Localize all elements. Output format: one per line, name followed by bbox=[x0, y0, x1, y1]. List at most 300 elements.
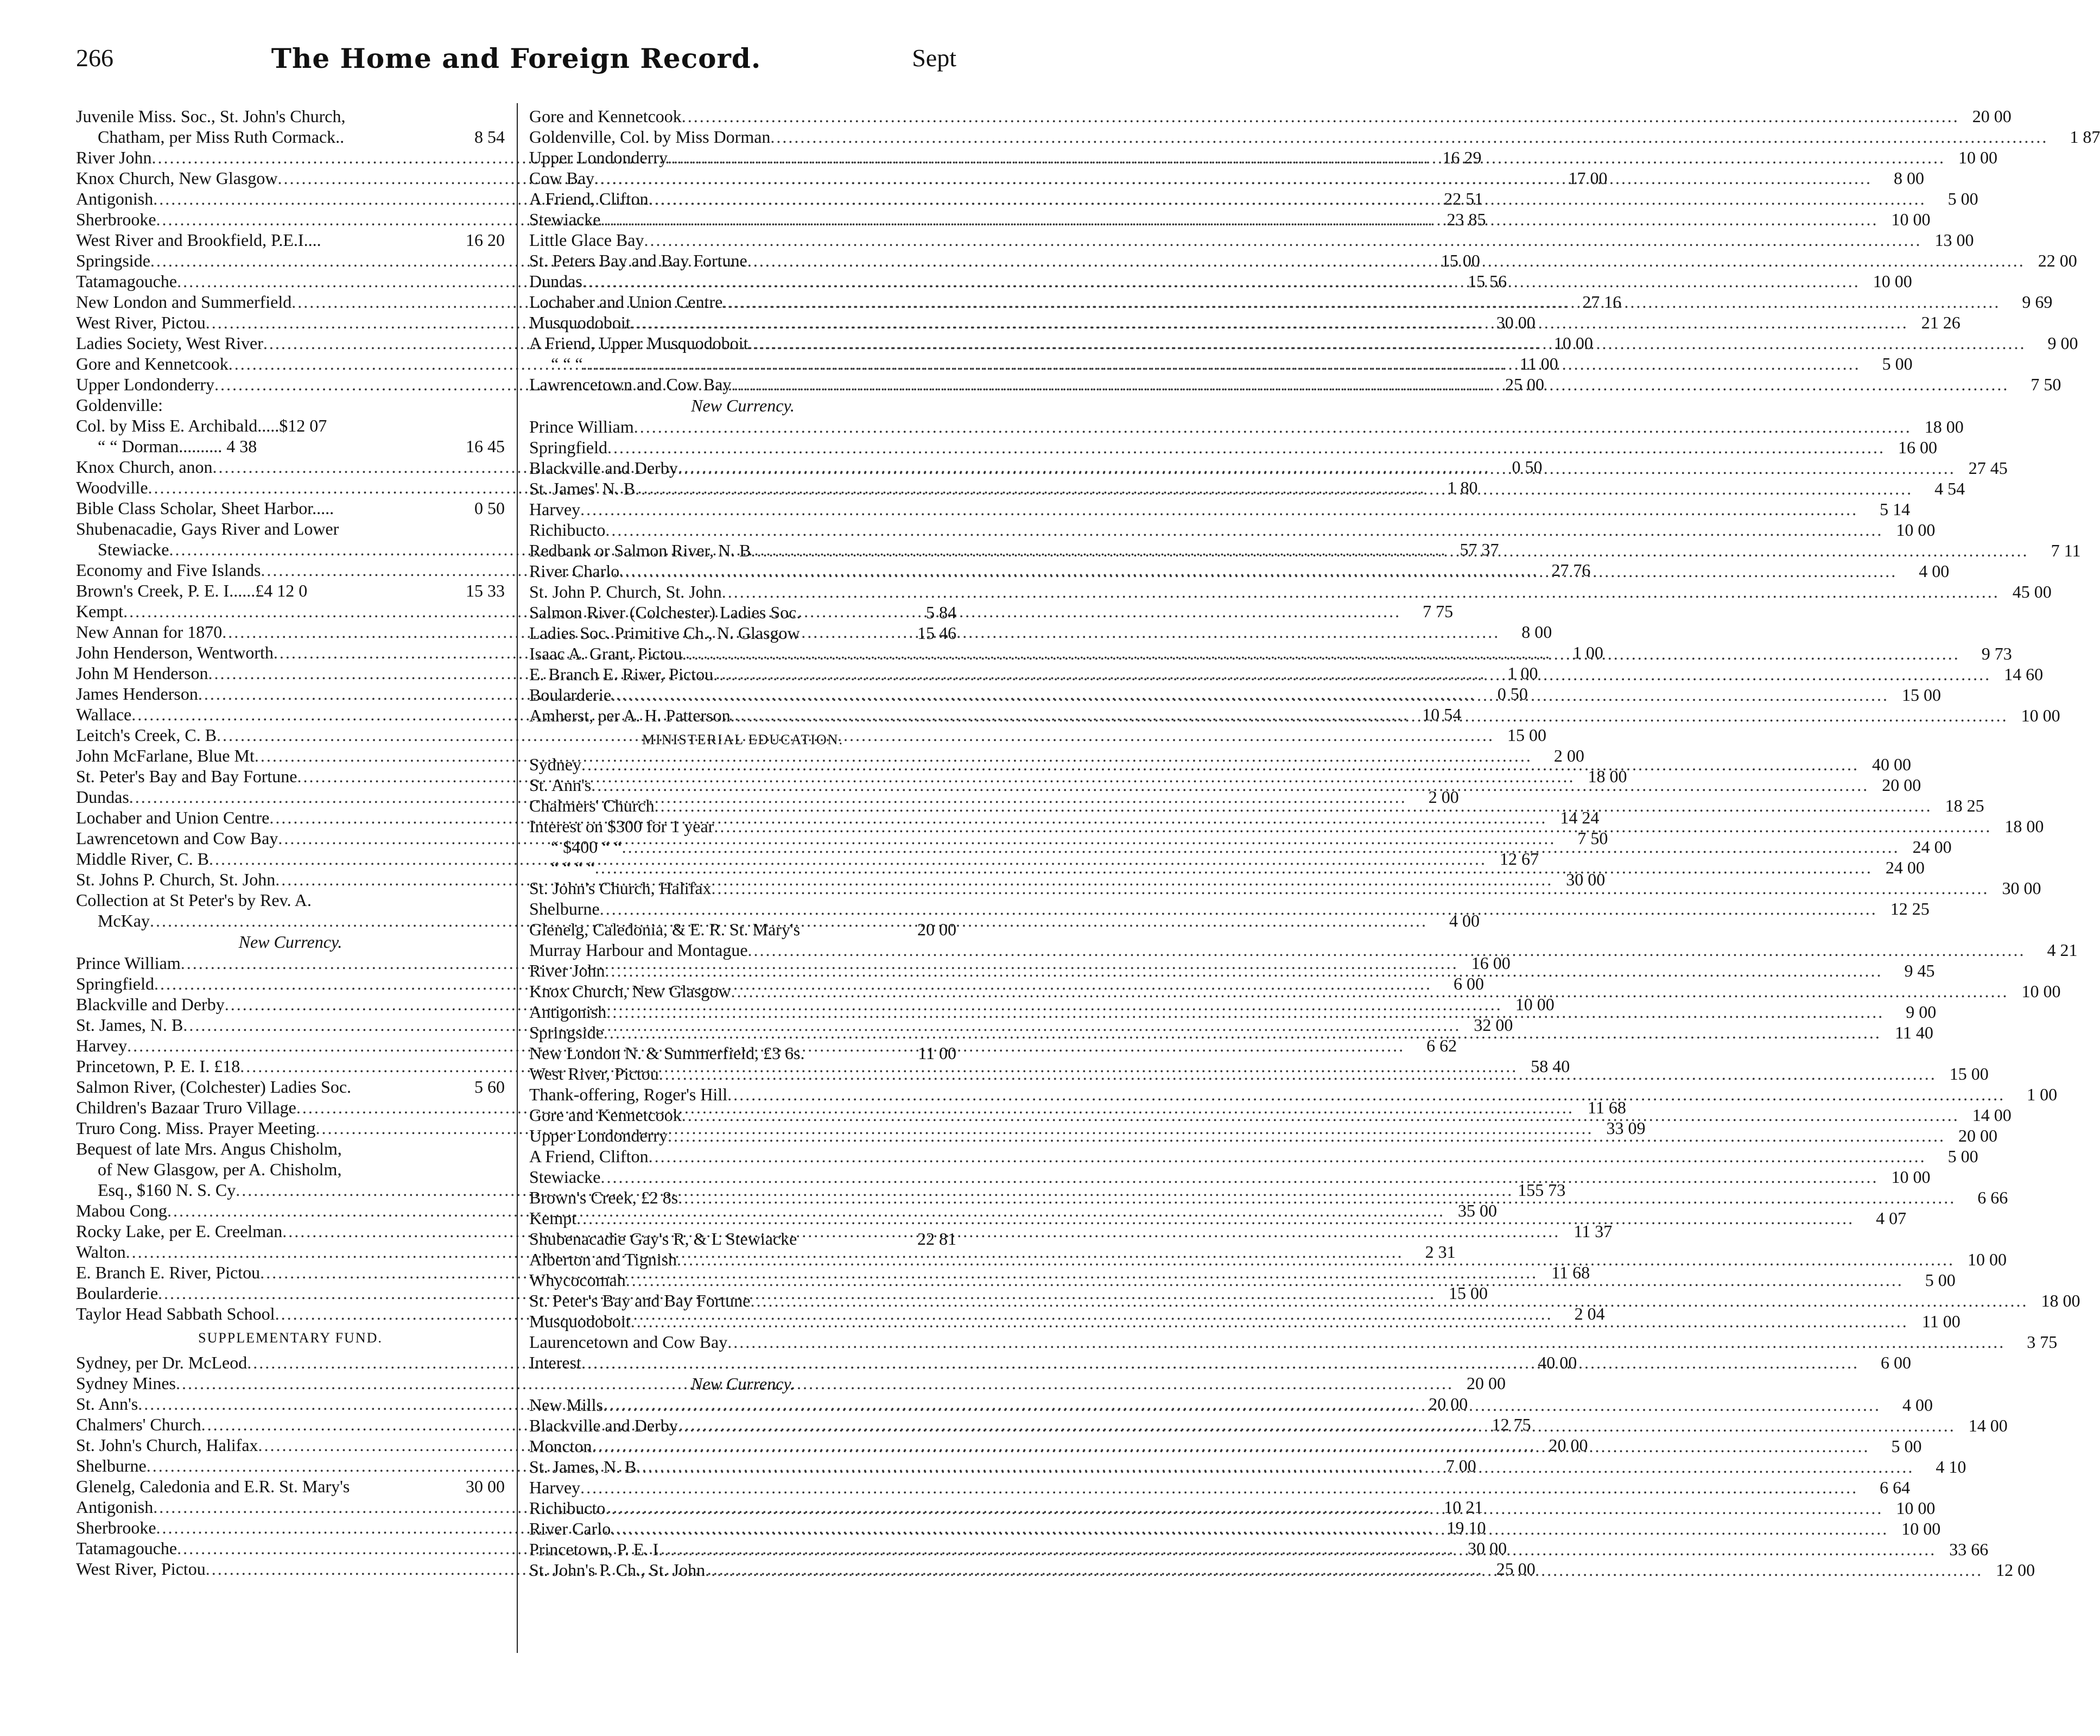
entry-amount: 5 00 bbox=[1947, 1146, 1978, 1166]
entry-label: Mabou Cong bbox=[76, 1201, 167, 1220]
ledger-row bbox=[529, 1167, 1931, 1187]
entry-amount: 33 66 bbox=[1949, 1539, 1989, 1559]
entry-label: Chalmers' Church bbox=[76, 1415, 201, 1434]
entry-label: Chatham, per Miss Ruth Cormack.. bbox=[98, 127, 345, 147]
entry-amount: 1 00 bbox=[1572, 643, 1603, 662]
ledger-row bbox=[529, 106, 2012, 126]
entry-amount: 27 16 bbox=[1582, 292, 1622, 312]
ledger-row bbox=[529, 519, 1936, 540]
entry-label: A Friend, Upper Musquodoboit bbox=[529, 333, 748, 353]
entry-label: Gore and Kennetcook bbox=[76, 354, 229, 373]
ledger-row bbox=[529, 878, 2041, 898]
entry-label: Whycocomah bbox=[529, 1270, 626, 1290]
entry-amount: 10 00 bbox=[1891, 210, 1931, 229]
dot-leader bbox=[668, 147, 1945, 168]
entry-label: Isaac A. Grant, Pictou bbox=[529, 644, 682, 663]
entry-label: Dundas bbox=[529, 271, 582, 291]
entry-label: Brown's Creek, £2 8s bbox=[529, 1188, 678, 1207]
page-number: 266 bbox=[76, 44, 113, 72]
entry-amount: 2 04 bbox=[1574, 1304, 1605, 1323]
entry-label: Upper Londonderry bbox=[76, 375, 215, 394]
entry-amount: 9 69 bbox=[2022, 292, 2053, 312]
entry-amount: 7 50 bbox=[1577, 828, 1608, 848]
ledger-row bbox=[529, 230, 1974, 250]
entry-amount: 155 73 bbox=[1518, 1180, 1566, 1200]
entry-amount: 58 40 bbox=[1531, 1056, 1570, 1076]
dot-leader bbox=[731, 981, 2009, 1002]
entry-label: Juvenile Miss. Soc., St. John's Church, bbox=[76, 106, 346, 126]
ledger-row bbox=[529, 437, 1937, 458]
entry-label: New London N. & Summerfield, £3 6s. bbox=[529, 1043, 805, 1063]
entry-label: James Henderson bbox=[76, 684, 198, 704]
dot-leader bbox=[576, 1208, 1854, 1228]
entry-amount: 45 00 bbox=[2012, 582, 2052, 601]
entry-amount: 16 00 bbox=[1898, 438, 1937, 457]
dot-leader bbox=[722, 292, 2000, 312]
entry-amount: 7 00 bbox=[1445, 1456, 1476, 1475]
dot-leader bbox=[607, 437, 1885, 458]
entry-label: Wallace bbox=[76, 705, 132, 724]
entry-amount: 18 25 bbox=[1945, 796, 1984, 815]
entry-amount: 25 00 bbox=[1505, 375, 1545, 394]
entry-amount: 22 00 bbox=[2038, 251, 2077, 270]
entry-amount: 13 00 bbox=[1934, 230, 1974, 250]
ledger-row bbox=[76, 395, 505, 415]
entry-label: Sherbrooke bbox=[76, 210, 156, 229]
entry-label: St. Peters Bay and Bay Fortune bbox=[529, 251, 747, 270]
entry-amount: 5 00 bbox=[1882, 354, 1913, 373]
entry-amount: 1 00 bbox=[1507, 663, 1538, 683]
entry-label: Lawrencetown and Cow Bay bbox=[529, 375, 732, 394]
entry-label: Gore and Kennetcook bbox=[529, 1105, 682, 1125]
dot-leader bbox=[636, 1456, 1914, 1477]
entry-amount: 1 00 bbox=[2027, 1085, 2058, 1104]
entry-label: Amherst, per A. H. Patterson bbox=[529, 706, 731, 725]
entry-amount: 0 50 bbox=[474, 498, 505, 518]
entry-label: West River, Pictou bbox=[76, 313, 206, 332]
entry-label: Children's Bazaar Truro Village bbox=[76, 1098, 296, 1117]
entry-amount: 35 00 bbox=[1458, 1201, 1497, 1220]
entry-amount: 5 00 bbox=[1947, 189, 1978, 208]
entry-label: Lawrencetown and Cow Bay bbox=[76, 828, 278, 848]
entry-amount: 33 09 bbox=[1606, 1118, 1646, 1138]
entry-label: Lochaber and Union Centre bbox=[76, 808, 270, 827]
entry-label: E. Branch E. River, Pictou bbox=[529, 664, 714, 684]
entry-label: Blackville and Derby bbox=[529, 1416, 678, 1435]
ledger-row bbox=[76, 1076, 505, 1097]
entry-amount: 18 00 bbox=[2004, 816, 2044, 836]
entry-label: Shelburne bbox=[529, 899, 600, 918]
entry-label: Knox Church, anon bbox=[76, 457, 213, 477]
entry-label: Kempt bbox=[529, 1208, 577, 1228]
dot-leader bbox=[581, 1352, 1859, 1373]
dot-leader bbox=[603, 1395, 1881, 1415]
entry-label: Salmon River (Colchester) Ladies Soc. bbox=[529, 603, 801, 622]
entry-label: Stewiacke bbox=[98, 540, 169, 559]
entry-amount: 12 75 bbox=[1492, 1415, 1531, 1434]
entry-amount: 27 45 bbox=[1968, 458, 2008, 478]
entry-label: Brown's Creek, P. E. I......£4 12 0 bbox=[76, 581, 308, 600]
entry-amount: 18 00 bbox=[1588, 766, 1627, 786]
dot-leader bbox=[678, 458, 1956, 478]
entry-label: Springfield bbox=[529, 438, 607, 457]
entry-label: Ladies Soc. Primitive Ch., N. Glasgow bbox=[529, 623, 800, 643]
entry-amount: 2 00 bbox=[1553, 746, 1584, 765]
entry-label: St. Peter's Bay and Bay Fortune bbox=[76, 766, 297, 786]
dot-leader bbox=[583, 353, 1861, 374]
entry-amount: 8 54 bbox=[474, 127, 505, 147]
dot-leader bbox=[601, 1167, 1879, 1187]
dot-leader bbox=[601, 209, 1879, 230]
ledger-row bbox=[529, 1477, 1911, 1498]
entry-amount: 30 00 bbox=[466, 1477, 505, 1496]
entry-label: Blackville and Derby bbox=[529, 458, 678, 478]
entry-label: Sherbrooke bbox=[76, 1518, 156, 1537]
entry-label: John M Henderson bbox=[76, 663, 208, 683]
entry-label: St. James, N. B bbox=[529, 1457, 637, 1477]
page-header bbox=[76, 43, 956, 87]
entry-label: Interest on $300 for 1 year bbox=[529, 816, 714, 836]
entry-label: Collection at St Peter's by Rev. A. bbox=[76, 890, 312, 910]
dot-leader bbox=[678, 1187, 1956, 1208]
entry-label: River John bbox=[529, 961, 605, 980]
entry-label: Sydney bbox=[529, 755, 581, 774]
entry-amount: 10 00 bbox=[1553, 333, 1593, 353]
entry-label: Richibucto bbox=[529, 520, 606, 540]
entry-label: Shubenacadie Gay's R, & L Stewiacke bbox=[529, 1229, 797, 1249]
entry-label: New Mills bbox=[529, 1395, 603, 1415]
entry-label: McKay bbox=[98, 911, 150, 930]
ledger-row bbox=[529, 1332, 2058, 1352]
dot-leader bbox=[605, 960, 1883, 981]
dot-leader bbox=[580, 499, 1858, 519]
column-divider bbox=[517, 103, 518, 1653]
entry-amount: 10 00 bbox=[2021, 981, 2061, 1001]
entry-amount: 9 73 bbox=[1981, 644, 2012, 663]
entry-label: St. John's P. Ch., St. John bbox=[529, 1560, 706, 1580]
entry-label: Antigonish bbox=[76, 189, 154, 208]
currency-subheading: New Currency. bbox=[691, 396, 795, 415]
entry-label: Col. by Miss E. Archibald.....$12 07 bbox=[76, 416, 327, 435]
entry-amount: 14 00 bbox=[1968, 1416, 2008, 1435]
dot-leader bbox=[644, 230, 1921, 250]
entry-amount: 10 00 bbox=[1873, 271, 1912, 291]
dot-leader bbox=[682, 643, 1960, 664]
entry-amount: 7 75 bbox=[1423, 601, 1454, 621]
dot-leader bbox=[622, 837, 1900, 857]
ledger-row bbox=[76, 580, 505, 601]
currency-subheading: New Currency. bbox=[691, 1374, 795, 1393]
issue-month: Sept bbox=[912, 44, 956, 72]
entry-label: Gore and Kennetcook bbox=[529, 106, 682, 126]
ledger-row bbox=[76, 848, 1539, 869]
entry-amount: 7 50 bbox=[2031, 375, 2061, 394]
ledger-row bbox=[529, 1146, 1978, 1167]
entry-amount: 10 00 bbox=[1896, 1498, 1936, 1518]
entry-label: Prince William bbox=[529, 417, 634, 436]
dot-leader bbox=[678, 1415, 1956, 1436]
ledger-row bbox=[529, 581, 2052, 602]
entry-amount: 0 50 bbox=[1497, 684, 1528, 704]
ledger-row bbox=[529, 623, 956, 643]
entry-amount: 24 00 bbox=[1912, 837, 1952, 857]
dot-leader bbox=[619, 561, 1897, 581]
entry-label: A Friend, Clifton bbox=[529, 189, 649, 208]
entry-amount: 15 46 bbox=[917, 623, 956, 643]
ledger-row bbox=[76, 230, 505, 250]
entry-label: Springfield bbox=[76, 974, 154, 993]
entry-label: “ “ Dorman.......... 4 38 bbox=[98, 436, 257, 456]
ledger-row bbox=[76, 1138, 505, 1159]
entry-amount: 5 00 bbox=[1925, 1270, 1956, 1290]
dot-leader bbox=[731, 705, 2008, 726]
dot-leader bbox=[634, 416, 1912, 437]
entry-label: Antigonish bbox=[529, 1002, 607, 1022]
ledger-row bbox=[529, 126, 2100, 147]
entry-label: Harvey bbox=[529, 499, 581, 519]
entry-amount: 10 00 bbox=[2021, 706, 2060, 725]
entry-amount: 20 00 bbox=[1958, 1126, 1998, 1145]
entry-amount: 14 24 bbox=[1560, 808, 1600, 827]
entry-amount: 5 60 bbox=[474, 1077, 505, 1097]
entry-amount: 32 00 bbox=[1474, 1015, 1513, 1035]
entry-amount: 10 00 bbox=[1958, 148, 1998, 167]
dot-leader bbox=[635, 478, 1913, 499]
entry-amount: 9 45 bbox=[1904, 961, 1935, 980]
dot-leader bbox=[631, 312, 1908, 333]
entry-label: Taylor Head Sabbath School bbox=[76, 1304, 275, 1323]
entry-label: Princetown, P. E. I. £18 bbox=[76, 1056, 240, 1076]
entry-amount: 16 29 bbox=[1442, 148, 1482, 167]
entry-amount: 4 21 bbox=[2047, 940, 2078, 960]
entry-label: Little Glace Bay bbox=[529, 230, 644, 250]
entry-label: John Henderson, Wentworth bbox=[76, 643, 274, 662]
dot-leader bbox=[605, 519, 1883, 540]
entry-label: River John bbox=[76, 148, 152, 167]
entry-label: Economy and Five Islands bbox=[76, 560, 261, 580]
dot-leader bbox=[748, 333, 2026, 353]
entry-amount: 10 00 bbox=[1901, 1519, 1941, 1538]
entry-label: Blackville and Derby bbox=[76, 994, 225, 1014]
dot-leader bbox=[751, 540, 2028, 561]
entry-label: Chalmers' Church bbox=[529, 796, 655, 815]
entry-label: St. James' N. B bbox=[529, 479, 636, 498]
entry-amount: 5 00 bbox=[1891, 1436, 1922, 1456]
entry-label: Upper Londonderry bbox=[529, 1126, 668, 1145]
entry-amount: 40 00 bbox=[1538, 1353, 1577, 1372]
ledger-row bbox=[529, 898, 1930, 919]
entry-amount: 11 00 bbox=[918, 1043, 956, 1063]
dot-leader bbox=[605, 1498, 1883, 1518]
entry-amount: 4 00 bbox=[1919, 561, 1950, 581]
entry-label: Musquodoboit bbox=[529, 1311, 631, 1331]
entry-amount: 21 26 bbox=[1921, 313, 1961, 332]
entry-amount: 15 00 bbox=[1449, 1283, 1488, 1303]
entry-amount: 12 00 bbox=[1996, 1560, 2035, 1580]
entry-label: Harvey bbox=[76, 1036, 128, 1055]
ledger-row bbox=[76, 106, 505, 126]
entry-amount: 40 00 bbox=[1872, 755, 1911, 774]
entry-amount: 6 64 bbox=[1880, 1478, 1911, 1497]
entry-label: Alberton and Tignish bbox=[529, 1250, 677, 1269]
dot-leader bbox=[655, 795, 1932, 816]
entry-label: St. Ann's bbox=[529, 775, 592, 795]
entry-amount: 4 00 bbox=[1902, 1395, 1933, 1415]
entry-amount: 22 81 bbox=[917, 1229, 956, 1249]
entry-amount: 15 33 bbox=[466, 581, 505, 600]
entry-label: Walton bbox=[76, 1242, 126, 1262]
entry-label: of New Glasgow, per A. Chisholm, bbox=[98, 1160, 342, 1179]
entry-label: Springside bbox=[76, 251, 150, 270]
entry-label: Boularderie bbox=[76, 1283, 158, 1303]
ledger-row bbox=[529, 919, 956, 940]
entry-label: Lochaber and Union Centre bbox=[529, 292, 723, 312]
entry-label: St. John P. Church, St. John bbox=[529, 582, 722, 601]
entry-label: Murray Harbour and Montague bbox=[529, 940, 748, 960]
ledger-row bbox=[76, 890, 505, 910]
entry-amount: 15 00 bbox=[1507, 725, 1547, 745]
entry-amount: 11 40 bbox=[1895, 1023, 1933, 1042]
entry-label: River Charlo bbox=[529, 561, 620, 581]
dot-leader bbox=[751, 1290, 2028, 1311]
entry-amount: 30 00 bbox=[2002, 878, 2041, 898]
entry-label: Truro Cong. Miss. Prayer Meeting bbox=[76, 1118, 316, 1138]
entry-amount: 15 00 bbox=[1441, 251, 1480, 270]
entry-label: Shelburne bbox=[76, 1456, 147, 1475]
ledger-row bbox=[76, 436, 505, 457]
entry-amount: 12 67 bbox=[1499, 849, 1539, 869]
entry-amount: 11 68 bbox=[1551, 1263, 1590, 1282]
currency-subheading: New Currency. bbox=[238, 932, 342, 952]
entry-label: Princetown, P. E. I bbox=[529, 1539, 659, 1559]
entry-amount: 14 60 bbox=[2004, 664, 2044, 684]
dot-leader bbox=[606, 1002, 1884, 1022]
entry-amount: 16 00 bbox=[1471, 953, 1511, 973]
dot-leader bbox=[713, 664, 1991, 685]
dot-leader bbox=[581, 754, 1859, 775]
entry-label: Glenelg, Caledonia, & E. R. St. Mary's bbox=[529, 920, 801, 939]
entry-amount: 30 00 bbox=[1468, 1538, 1507, 1558]
entry-label: West River, Pictou bbox=[76, 1559, 206, 1579]
dot-leader bbox=[582, 271, 1860, 292]
dot-leader bbox=[747, 250, 2025, 271]
dot-leader bbox=[727, 1084, 2005, 1105]
dot-leader bbox=[714, 816, 1991, 837]
dot-leader bbox=[727, 1332, 2005, 1352]
entry-amount: 8 00 bbox=[1894, 168, 1924, 188]
ledger-row bbox=[529, 940, 2078, 960]
entry-label: Stewiacke bbox=[529, 210, 601, 229]
entry-amount: 5 14 bbox=[1880, 499, 1911, 519]
entry-label: River Carlo bbox=[529, 1519, 611, 1538]
dot-leader bbox=[712, 878, 1989, 898]
entry-amount: 1 87 bbox=[2070, 127, 2100, 147]
entry-amount: 22 51 bbox=[1444, 189, 1483, 208]
entry-amount: 6 62 bbox=[1426, 1036, 1457, 1055]
entry-label: Dundas bbox=[76, 787, 129, 807]
entry-label: Bible Class Scholar, Sheet Harbor..... bbox=[76, 498, 334, 518]
ledger-row bbox=[76, 1159, 505, 1180]
dot-leader bbox=[770, 126, 2048, 147]
entry-label: Rocky Lake, per E. Creelman bbox=[76, 1221, 283, 1241]
entry-label: Leitch's Creek, C. B bbox=[76, 725, 217, 745]
dot-leader bbox=[682, 106, 1959, 126]
entry-label: Glenelg, Caledonia and E.R. St. Mary's bbox=[76, 1477, 350, 1496]
entry-label: St. James, N. B bbox=[76, 1015, 183, 1035]
dot-leader bbox=[595, 857, 1873, 878]
entry-amount: 30 00 bbox=[1566, 870, 1606, 889]
entry-amount: 20 00 bbox=[1549, 1435, 1588, 1455]
entry-label: Redbank or Salmon River, N. B bbox=[529, 541, 751, 560]
entry-amount: 11 00 bbox=[1921, 1311, 1961, 1331]
entry-label: St. Johns P. Church, St. John bbox=[76, 870, 276, 889]
entry-label: Bequest of late Mrs. Angus Chisholm, bbox=[76, 1139, 342, 1158]
dot-leader bbox=[611, 1518, 1888, 1539]
entry-amount: 5 84 bbox=[926, 603, 956, 622]
entry-label: West River and Brookfield, P.E.I.... bbox=[76, 230, 321, 250]
entry-amount: 25 00 bbox=[1496, 1559, 1536, 1579]
entry-label: Stewiacke bbox=[529, 1167, 601, 1187]
dot-leader bbox=[649, 188, 1926, 209]
entry-amount: 10 54 bbox=[1422, 705, 1462, 724]
dot-leader bbox=[705, 1560, 1983, 1580]
entry-amount: 23 85 bbox=[1446, 210, 1486, 229]
entry-amount: 10 00 bbox=[1896, 520, 1936, 540]
ledger-row bbox=[529, 499, 1911, 519]
entry-amount: 10 00 bbox=[1968, 1250, 2007, 1269]
entry-amount: 15 00 bbox=[1949, 1064, 1989, 1084]
entry-label: St. Peter's Bay and Bay Fortune bbox=[529, 1291, 751, 1310]
entry-label: Antigonish bbox=[76, 1497, 154, 1517]
entry-amount: 17 00 bbox=[1568, 168, 1608, 188]
ledger-row bbox=[529, 416, 1964, 437]
entry-label: “ “ “ “ bbox=[551, 858, 595, 877]
dot-leader bbox=[631, 1311, 1908, 1332]
entry-amount: 20 00 bbox=[917, 920, 956, 939]
entry-amount: 19 10 bbox=[1446, 1518, 1486, 1537]
entry-amount: 10 21 bbox=[1444, 1497, 1483, 1517]
ledger-row bbox=[529, 1043, 956, 1063]
ledger-row bbox=[76, 1476, 505, 1497]
entry-amount: 20 00 bbox=[1467, 1373, 1506, 1393]
entry-amount: 20 00 bbox=[1882, 775, 1921, 795]
entry-amount: 0 50 bbox=[1512, 457, 1543, 477]
entry-amount: 4 10 bbox=[1936, 1457, 1966, 1477]
entry-amount: 20 00 bbox=[1972, 106, 2012, 126]
dot-leader bbox=[659, 1063, 1937, 1084]
entry-label: Sydney, per Dr. McLeod bbox=[76, 1353, 248, 1372]
entry-amount: 16 20 bbox=[466, 230, 505, 250]
entry-label: Esq., $160 N. S. Cy bbox=[98, 1180, 236, 1200]
dot-leader bbox=[682, 1105, 1959, 1125]
dot-leader bbox=[580, 1477, 1858, 1498]
entry-label: Knox Church, New Glasgow bbox=[76, 168, 278, 188]
ledger-row bbox=[529, 1228, 956, 1249]
entry-amount: 4 54 bbox=[1934, 479, 1965, 498]
journal-title: The Home and Foreign Record. bbox=[271, 42, 762, 74]
entry-label: Ladies Society, West River bbox=[76, 333, 263, 353]
entry-amount: 14 00 bbox=[1972, 1105, 2012, 1125]
entry-label: A Friend, Clifton bbox=[529, 1146, 649, 1166]
entry-amount: 6 00 bbox=[1453, 974, 1484, 993]
entry-amount: 6 00 bbox=[1880, 1353, 1911, 1372]
entry-amount: 2 00 bbox=[1428, 787, 1459, 807]
dot-leader bbox=[748, 940, 2026, 960]
entry-label: Goldenville: bbox=[76, 395, 163, 415]
entry-amount: 11 37 bbox=[1574, 1221, 1613, 1241]
entry-label: Tatamagouche bbox=[76, 271, 177, 291]
entry-amount: 30 00 bbox=[1496, 313, 1536, 332]
